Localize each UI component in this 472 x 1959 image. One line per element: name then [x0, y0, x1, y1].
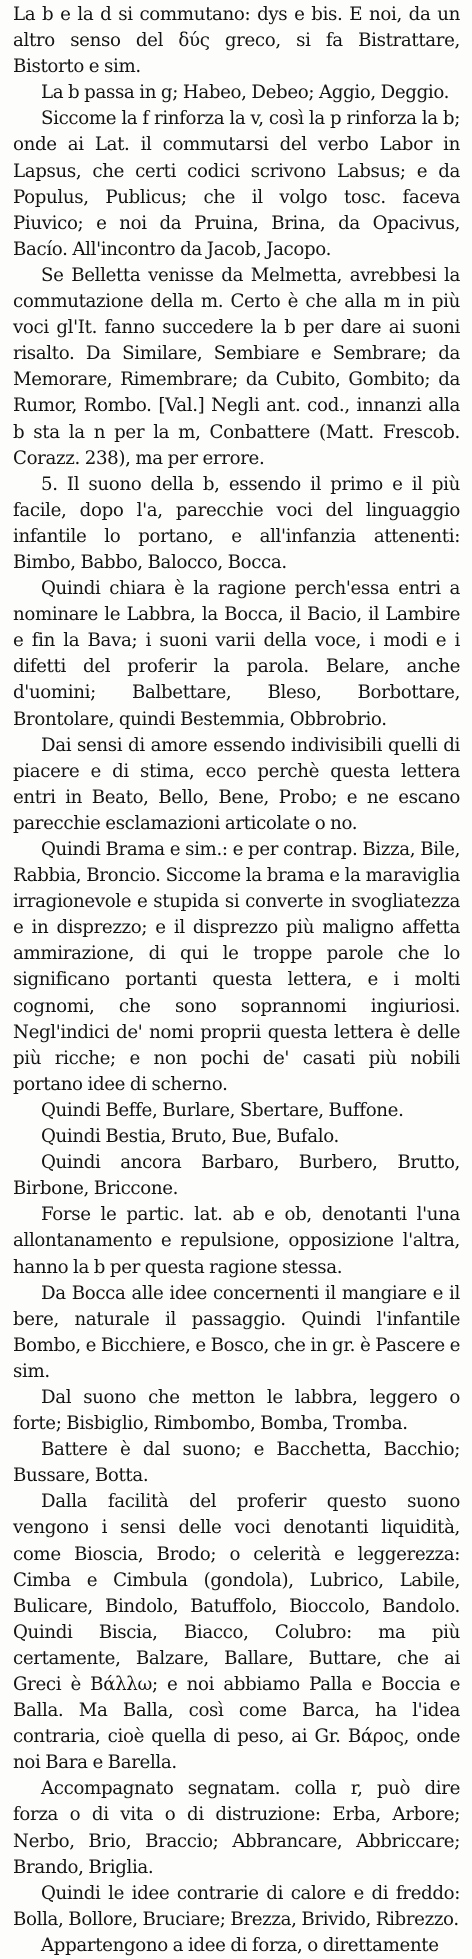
paragraph-barbaro	[13, 1150, 460, 1202]
paragraph-text: Quindi Beffe, Burlare, Sbertare, Buffone.	[41, 1099, 404, 1121]
paragraph-section-5	[13, 472, 460, 576]
paragraph-liquidita	[13, 1489, 460, 1776]
paragraph-text: Quindi chiara è la ragione perch'essa entri a nominare le Labbra, la Bocca, il Bacio, il Lambire e fin la Bava; i suoni varii della voce, i modi e i difetti del proferir la parola. Belare, anche d'uomini; Balbettare, Bleso, Borbottare, Brontolare, quindi Bestemmia, Obbrobrio.	[13, 578, 460, 730]
paragraph-forza	[13, 1933, 460, 1959]
paragraph-text: Quindi le idee contrarie di calore e di freddo: Bolla, Bollore, Bruciare; Brezza, Brivido, Ribrezzo.	[13, 1882, 460, 1930]
paragraph-text: Dal suono che metton le labbra, leggero o forte; Bisbiglio, Rimbombo, Bomba, Tromba.	[13, 1386, 460, 1435]
paragraph-text: Forse le partic. lat. ab e ob, denotanti l'una allontanamento e repulsione, opposizione l'altra, hanno la b per questa ragione stessa.	[13, 1204, 460, 1278]
paragraph-text: Dalla facilità del proferir questo suono vengono i sensi delle voci denotanti liquidità, come Bioscia, Brodo; o celerità e leggerezza: Cimba e Cimbula (gondola), Lubrico, Labile, Bulicare, Bindolo, Batuffolo, Bioccolo, Bandolo. Quindi Biscia, Biacco, Colubro: ma più certamente, Balzare, Ballare, Buttare, che ai Greci è Βάλλω; e noi abbiamo Palla e Boccia e Balla. Ma Balla, così come Barca, ha l'idea contraria, cioè quella di peso, ai Gr. Βάρος, onde noi Bara e Barella.	[13, 1491, 460, 1774]
paragraph-suono-labbra	[13, 1385, 460, 1437]
paragraph-text: Battere è dal suono; e Bacchetta, Bacchio; Bussare, Botta.	[13, 1439, 460, 1487]
paragraph-text: La b e la d si commutano: dys e bis. E noi, da un altro senso del δύς greco, si fa Bistrattare, Bistorto e sim.	[13, 4, 460, 78]
paragraph-brama	[13, 837, 460, 1098]
paragraph-p-reinforces-b	[13, 106, 460, 263]
paragraph-text: Quindi Brama e sim.: e per contrap. Bizza, Bile, Rabbia, Broncio. Siccome la brama e la maraviglia irragionevole e stupida si converte in svogliatezza e in disprezzo; e il disprezzo più maligno affetta ammirazione, di qui le troppe parole che lo significano portanti questa lettera, e i molti cognomi, che sono soprannomi ingiuriosi. Negl'indici de' nomi proprii questa lettera è delle più ricche; e non pochi de' casati più nobili portano idee di scherno.	[13, 839, 460, 1095]
paragraph-labbra-bocca	[13, 576, 460, 733]
paragraph-m-commutation	[13, 263, 460, 472]
paragraph-text: Dai sensi di amore essendo indivisibili quelli di piacere e di stima, ecco perchè questa lettera entri in Beato, Bello, Bene, Probo; e ne escano parecchie esclamazioni articolate o no.	[13, 734, 460, 834]
paragraph-text: Se Belletta venisse da Melmetta, avrebbesi la commutazione della m. Certo è che alla m in più voci gl'It. fanno succedere la b per dare ai suoni risalto. Da Similare, Sembiare e Sembrare; da Memorare, Rimembrare; da Cubito, Gombito; da Rumor, Rombo. [Val.] Negli ant. cod., innanzi alla b sta la n per la m, Conbattere (Matt. Frescob. Corazz. 238), ma per errore.	[13, 264, 460, 469]
paragraph-ab-ob	[13, 1202, 460, 1280]
paragraph-b-to-g	[13, 80, 460, 106]
paragraph-b-d-commutation	[13, 2, 460, 80]
paragraph-beffe	[13, 1098, 460, 1124]
paragraph-text: Quindi ancora Barbaro, Burbero, Brutto, Birbone, Briccone.	[13, 1152, 460, 1200]
paragraph-text: Quindi Bestia, Bruto, Bue, Bufalo.	[41, 1126, 339, 1148]
paragraph-amore-stima	[13, 733, 460, 837]
paragraph-calore-freddo	[13, 1881, 460, 1933]
paragraph-text: La b passa in g; Habeo, Debeo; Aggio, Deggio.	[41, 82, 450, 104]
paragraph-con-r	[13, 1776, 460, 1880]
paragraph-mangiare-bere	[13, 1281, 460, 1385]
paragraph-text: Appartengono a idee di forza, o direttamente	[41, 1934, 439, 1956]
paragraph-text: Accompagnato segnatam. colla r, può dire forza o di vita o di distruzione: Erba, Arbore; Nerbo, Brio, Braccio; Abbrancare, Abbriccare; Brando, Briglia.	[13, 1778, 460, 1878]
paragraph-bestia	[13, 1124, 460, 1150]
paragraph-text: 5. Il suono della b, essendo il primo e il più facile, dopo l'a, parecchie voci del linguaggio infantile lo portano, e all'infanzia attenenti: Bimbo, Babbo, Balocco, Bocca.	[13, 473, 460, 573]
paragraph-battere	[13, 1437, 460, 1489]
paragraph-text: Siccome la f rinforza la v, così la p rinforza la b; onde ai Lat. il commutarsi del verbo Labor in Lapsus, che certi codici scrivono Labsus; e da Populus, Publicus; che il volgo tosc. faceva Piuvico; e noi da Pruina, Brina, da Opacivus, Bacío. All'incontro da Jacob, Jacopo.	[13, 108, 460, 260]
paragraph-text: Da Bocca alle idee concernenti il mangiare e il bere, naturale il passaggio. Quindi l'infantile Bombo, e Bicchiere, e Bosco, che in gr. è Pascere e sim.	[13, 1282, 460, 1382]
